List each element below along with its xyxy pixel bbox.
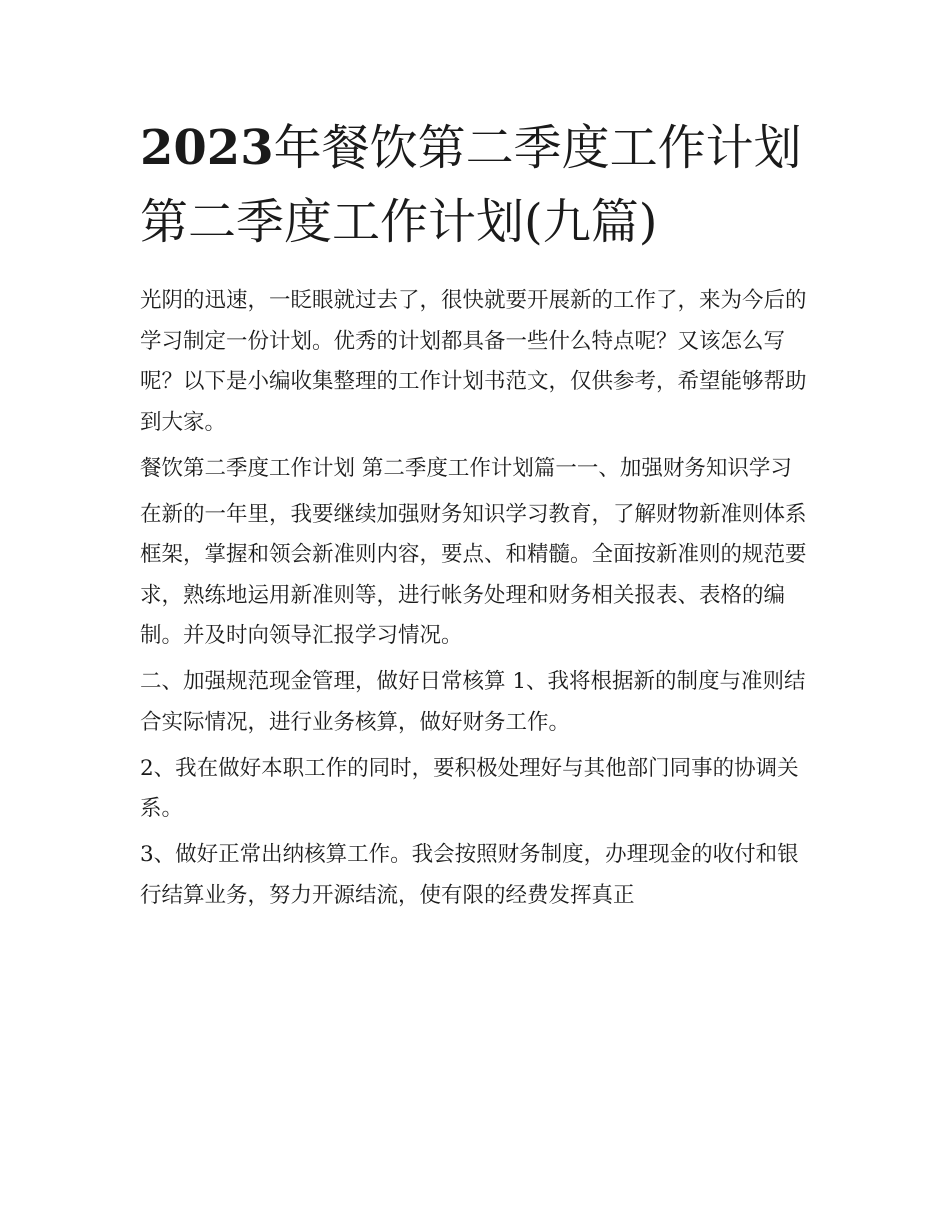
paragraph-intro: 光阴的迅速，一眨眼就过去了，很快就要开展新的工作了，来为今后的学习制定一份计划。优秀的计划都具备一些什么特点呢？又该怎么写呢？以下是小编收集整理的工作计划书范文，仅供参考，希望能够帮助到大家。 <box>140 288 807 435</box>
paragraph-study-plan: 在新的一年里，我要继续加强财务知识学习教育，了解财物新准则体系框架，掌握和领会新准则内容，要点、和精髓。全面按新准则的规范要求，熟练地运用新准则等，进行帐务处理和财务相关报表、表格的编制。并及时向领导汇报学习情况。 <box>140 501 807 648</box>
paragraph-cashier-work: 3、做好正常出纳核算工作。我会按照财务制度，办理现金的收付和银行结算业务，努力开源结流，使有限的经费发挥真正 <box>140 842 799 908</box>
title-year: 2023 <box>140 120 274 176</box>
paragraph-coordination: 2、我在做好本职工作的同时，要积极处理好与其他部门同事的协调关系。 <box>140 755 799 821</box>
document-body <box>140 281 812 916</box>
document-title-line-2: 第二季度工作计划(九篇) <box>140 194 658 250</box>
paragraph-section-heading: 餐饮第二季度工作计划 第二季度工作计划篇一一、加强财务知识学习 <box>140 455 792 481</box>
document-title-line-1 <box>140 120 802 176</box>
paragraph-cash-management: 二、加强规范现金管理，做好日常核算 1、我将根据新的制度与准则结合实际情况，进行业务核算，做好财务工作。 <box>140 669 806 735</box>
title-line-1-text: 年餐饮第二季度工作计划 <box>273 120 802 176</box>
